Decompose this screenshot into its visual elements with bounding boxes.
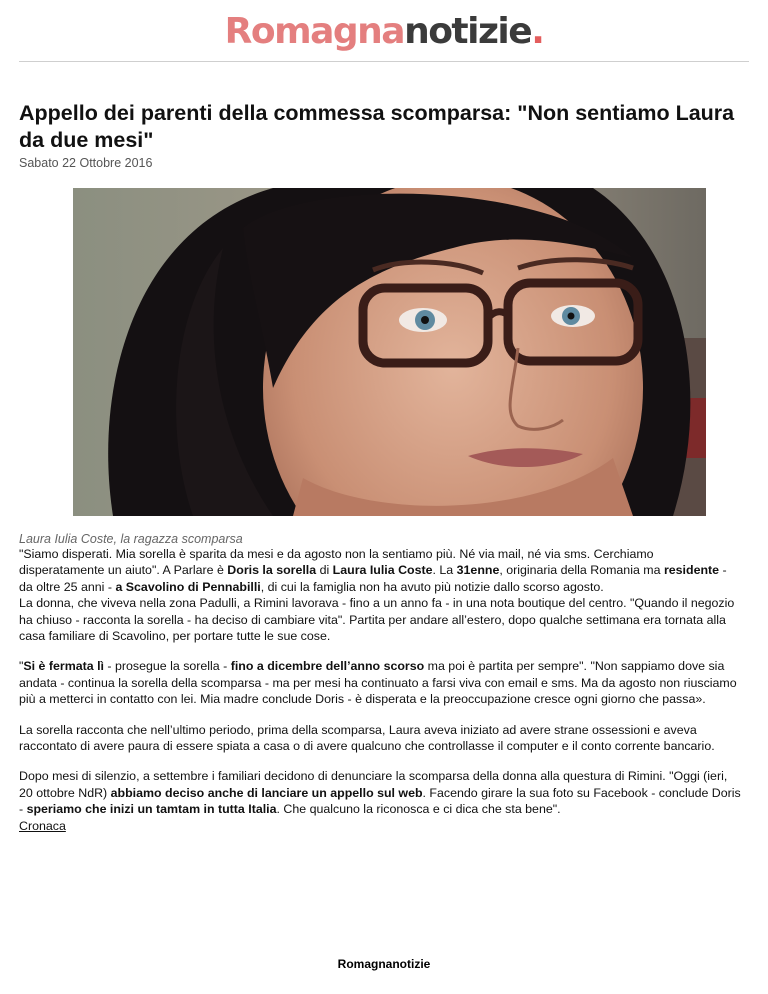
bold-text: 31enne [456, 563, 500, 578]
article-date: Sabato 22 Ottobre 2016 [19, 156, 153, 170]
article-body [19, 546, 741, 834]
image-caption: Laura Iulia Coste, la ragazza scomparsa [19, 532, 243, 546]
masthead [0, 0, 768, 62]
text: , di cui la famiglia non ha avuto più notizie dallo scorso agosto. [260, 579, 604, 594]
text: " [19, 659, 24, 674]
paragraph-3: La sorella racconta che nell’ultimo periodo, prima della scomparsa, Laura aveva iniziato ad avere strane ossessioni e aveva raccontato di avere paura di essere spiata a casa o di avere qualcuno che controllasse il computer e il conto corrente bancario. [19, 722, 715, 754]
bold-text: residente [663, 563, 720, 578]
text: . Facendo girare la sua foto su Facebook - conclude Doris - [19, 785, 741, 817]
site-logo[interactable] [0, 10, 768, 54]
bold-text: Si è fermata lì [23, 659, 104, 674]
paragraph-1b: La donna, che viveva nella zona Padulli, a Rimini lavorava - fino a un anno fa - in una nota boutique del centro. "Quando il negozio ha chiuso - racconta la sorella - ha deciso di cambiare vita". Partita per andare all’estero, dopo qualche settimana era tornata alla casa familiare di Scavolino, per portare tutte le sue cose. [19, 596, 735, 644]
article-photo [73, 188, 706, 516]
text: . La [432, 563, 457, 578]
portrait-image [73, 188, 706, 516]
paragraph-1 [19, 546, 741, 595]
logo-part-romagna: Romagna [224, 11, 405, 52]
bold-text: Laura Iulia Coste [332, 563, 433, 578]
header-divider [19, 61, 749, 62]
text: "Siamo disperati. Mia sorella è sparita da mesi e da agosto non la sentiamo più. Né via mail, né via sms. Cerchiamo disperatamente un aiuto". A Parlare è [19, 547, 654, 578]
article-title: Appello dei parenti della commessa scomparsa: "Non sentiamo Laura da due mesi" [19, 101, 735, 152]
text: - da oltre 25 anni - [19, 563, 727, 594]
category-link[interactable]: Cronaca [19, 818, 66, 833]
text: - prosegue la sorella - [103, 659, 231, 674]
paragraph-4 [19, 768, 741, 817]
bold-text: speriamo che inizi un tamtam in tutta Italia [26, 802, 277, 817]
text: Dopo mesi di silenzio, a settembre i familiari decidono di denunciare la scomparsa della donna alla questura di Rimini. "Oggi (ieri, 20 ottobre NdR) [19, 769, 728, 800]
bold-text: Doris la sorella [227, 563, 317, 578]
logo-part-notizie: notizie [404, 11, 532, 52]
bold-text: abbiamo deciso anche di lanciare un appello sul web [110, 785, 423, 800]
footer-brand: Romagnanotizie [337, 957, 431, 971]
text: , originaria della Romania ma [499, 563, 664, 578]
text: ma poi è partita per sempre". "Non sappiamo dove sia andata - continua la sorella della scomparsa - ma per mesi ha continuato a farsi viva con email e sms. Ma da agosto non riusciamo più a metterci in contatto con lei. Mia madre conclude Doris - è disperata e la preoccupazione cresce ogni giorno che passa». [19, 659, 737, 707]
logo-dot: . [531, 11, 544, 52]
bold-text: a Scavolino di Pennabilli [115, 579, 261, 594]
paragraph-2 [19, 658, 741, 707]
text: . Che qualcuno la riconosca e ci dica che sta bene". [276, 802, 561, 817]
bold-text: fino a dicembre dell’anno scorso [230, 659, 425, 674]
text: di [316, 563, 333, 578]
